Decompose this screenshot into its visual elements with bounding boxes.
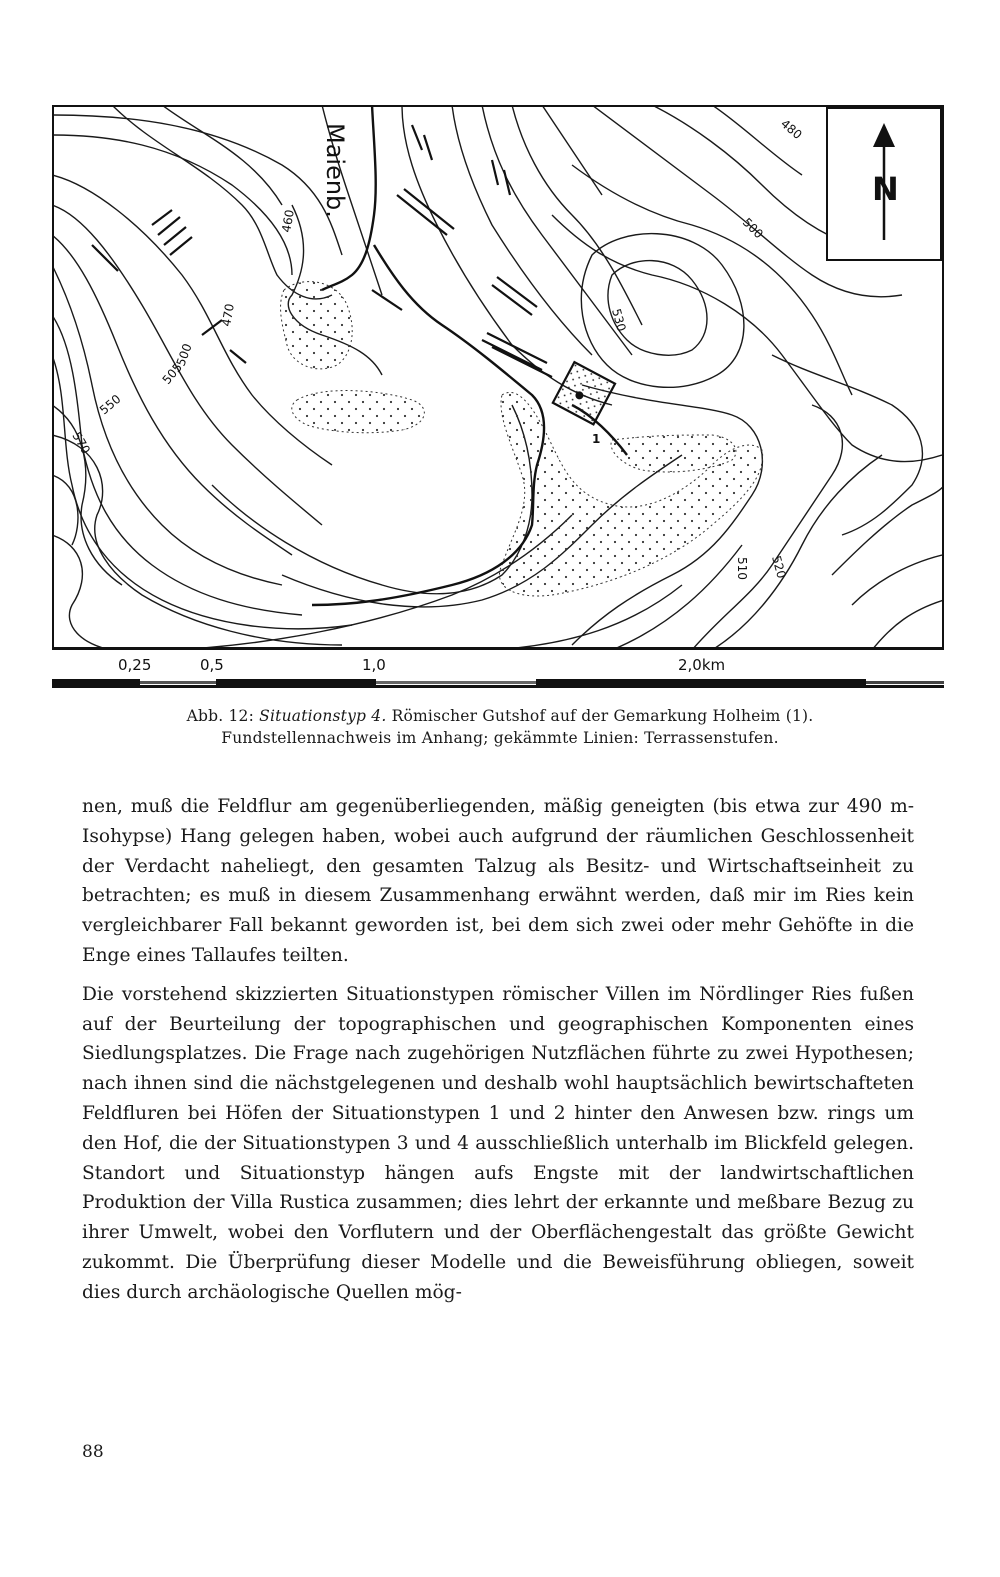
caption-line-1	[70, 705, 930, 727]
scale-label: 2,0km	[678, 656, 726, 674]
north-arrow	[827, 108, 941, 260]
scale-bar	[52, 649, 944, 688]
contour-label: 500	[739, 215, 766, 242]
contour-label: 510	[735, 557, 749, 580]
figure-caption	[70, 705, 930, 749]
caption-italic: Situationstyp 4.	[259, 707, 387, 725]
caption-prefix: Abb. 12:	[186, 707, 260, 725]
map-figure	[52, 105, 944, 690]
north-label: N	[872, 170, 899, 208]
paragraph-2: Die vorstehend skizzierten Situationstypen römischer Villen im Nördlinger Ries fußen auf der Beurteilung der topographischen und geographischen Komponenten eines Siedlungsplatzes. Die Frage nach zugehörigen Nutzflächen führte zu zwei Hypothesen; nach ihnen sind die nächstgelegenen und deshalb wohl hauptsächlich bewirtschafteten Feldfluren bei Höfen der Situationstypen 1 und 2 hinter den Anwesen bzw. rings um den Hof, die der Situationstypen 3 und 4 ausschließlich unterhalb im Blickfeld gelegen. Standort und Situationstyp hängen aufs Engste mit der landwirtschaftlichen Produktion der Villa Rustica zusammen; dies lehrt der erkannte und meßbare Bezug zu ihrer Umwelt, wobei den Vorflutern und der Oberflächengestalt das größte Gewicht zukommt. Die Überprüfung dieser Modelle und die Beweisführung obliegen, soweit dies durch archäologische Quellen mög-	[82, 983, 914, 1303]
body-text	[82, 792, 914, 1317]
contour-label: 530	[609, 307, 629, 333]
caption-rest: Römischer Gutshof auf der Gemarkung Holheim (1).	[386, 707, 814, 725]
contour-label: 460	[279, 208, 297, 234]
contour-label: 570	[69, 429, 93, 457]
contour-label: 550	[96, 391, 124, 418]
scale-label: 0,25	[118, 656, 152, 674]
scale-label: 0,5	[200, 656, 224, 674]
site-number: 1	[592, 432, 601, 446]
contour-label: 520	[769, 554, 789, 580]
contour-label: 480	[778, 116, 805, 143]
contour-label: 505	[159, 360, 186, 387]
river-name-label: Maienb.	[321, 123, 349, 218]
scale-label: 1,0	[362, 656, 386, 674]
contour-label: 500	[173, 341, 195, 369]
page-number: 88	[82, 1442, 104, 1462]
caption-line-2: Fundstellennachweis im Anhang; gekämmte Linien: Terrassenstufen.	[221, 729, 779, 747]
paragraph-1: nen, muß die Feldflur am gegenüberliegenden, mäßig geneigten (bis etwa zur 490 m-Isohypse) Hang gelegen haben, wobei auch aufgrund der räumlichen Geschlossenheit der Verdacht naheliegt, den gesamten Talzug als Besitz- und Wirtschaftseinheit zu betrachten; es muß in diesem Zusammenhang erwähnt werden, daß mir im Ries kein vergleichbarer Fall bekannt geworden ist, bei dem sich zwei oder mehr Gehöfte in die Enge eines Tallaufes teilten.	[82, 796, 914, 966]
contour-label: 470	[219, 302, 237, 328]
